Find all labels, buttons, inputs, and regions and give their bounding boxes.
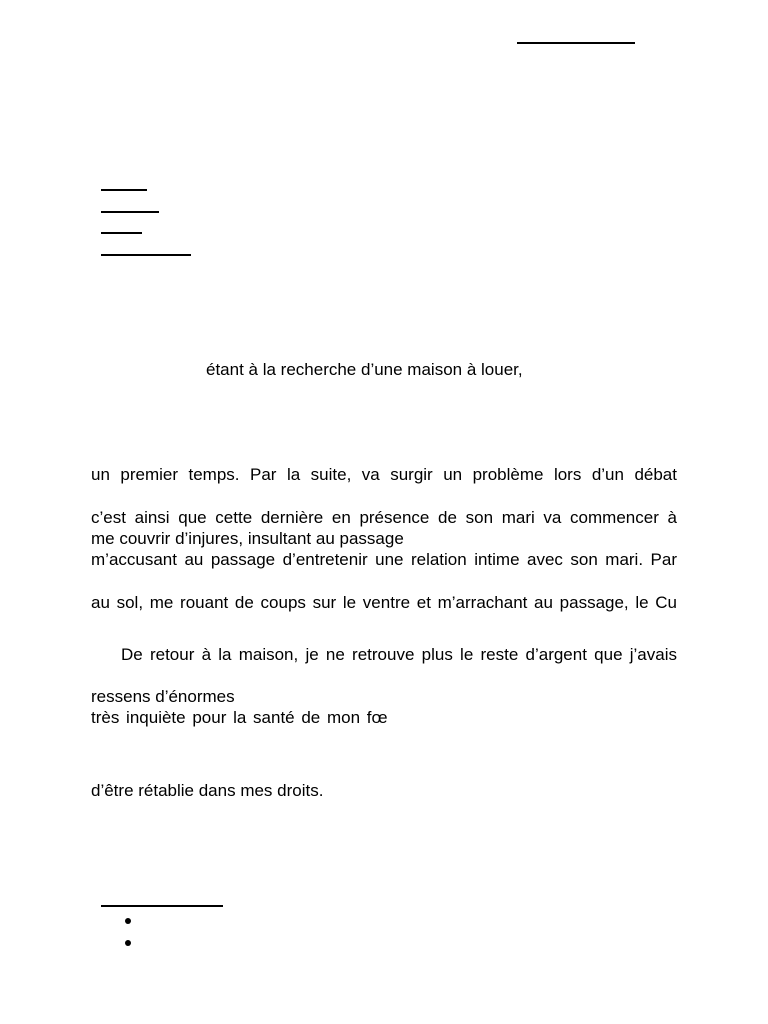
intro-line: étant à la recherche d’une maison à louer, [206, 360, 523, 379]
address-rule-2 [101, 211, 159, 213]
paragraph-line-4: m’accusant au passage d’entretenir une relation intime avec son mari. Par [91, 550, 677, 569]
bullet-2 [125, 940, 131, 946]
header-rule [517, 42, 635, 44]
address-rule-3 [101, 232, 142, 234]
footer-rule [101, 905, 223, 907]
address-rule-4 [101, 254, 191, 256]
paragraph-line-7: ressens d’énormes [91, 687, 235, 706]
closing-line: d’être rétablie dans mes droits. [91, 781, 324, 800]
paragraph-line-1: un premier temps. Par la suite, va surgir un problème lors d’un débat [91, 465, 677, 484]
paragraph-line-5: au sol, me rouant de coups sur le ventre et m’arrachant au passage, le Cu [91, 593, 677, 612]
paragraph-line-8: très inquiète pour la santé de mon fœ [91, 708, 388, 727]
paragraph-line-2: c’est ainsi que cette dernière en présence de son mari va commencer à [91, 508, 677, 527]
paragraph-line-6: De retour à la maison, je ne retrouve plus le reste d’argent que j’avais [121, 645, 677, 664]
paragraph-line-3: me couvrir d’injures, insultant au passage [91, 529, 404, 548]
address-rule-1 [101, 189, 147, 191]
bullet-1 [125, 918, 131, 924]
